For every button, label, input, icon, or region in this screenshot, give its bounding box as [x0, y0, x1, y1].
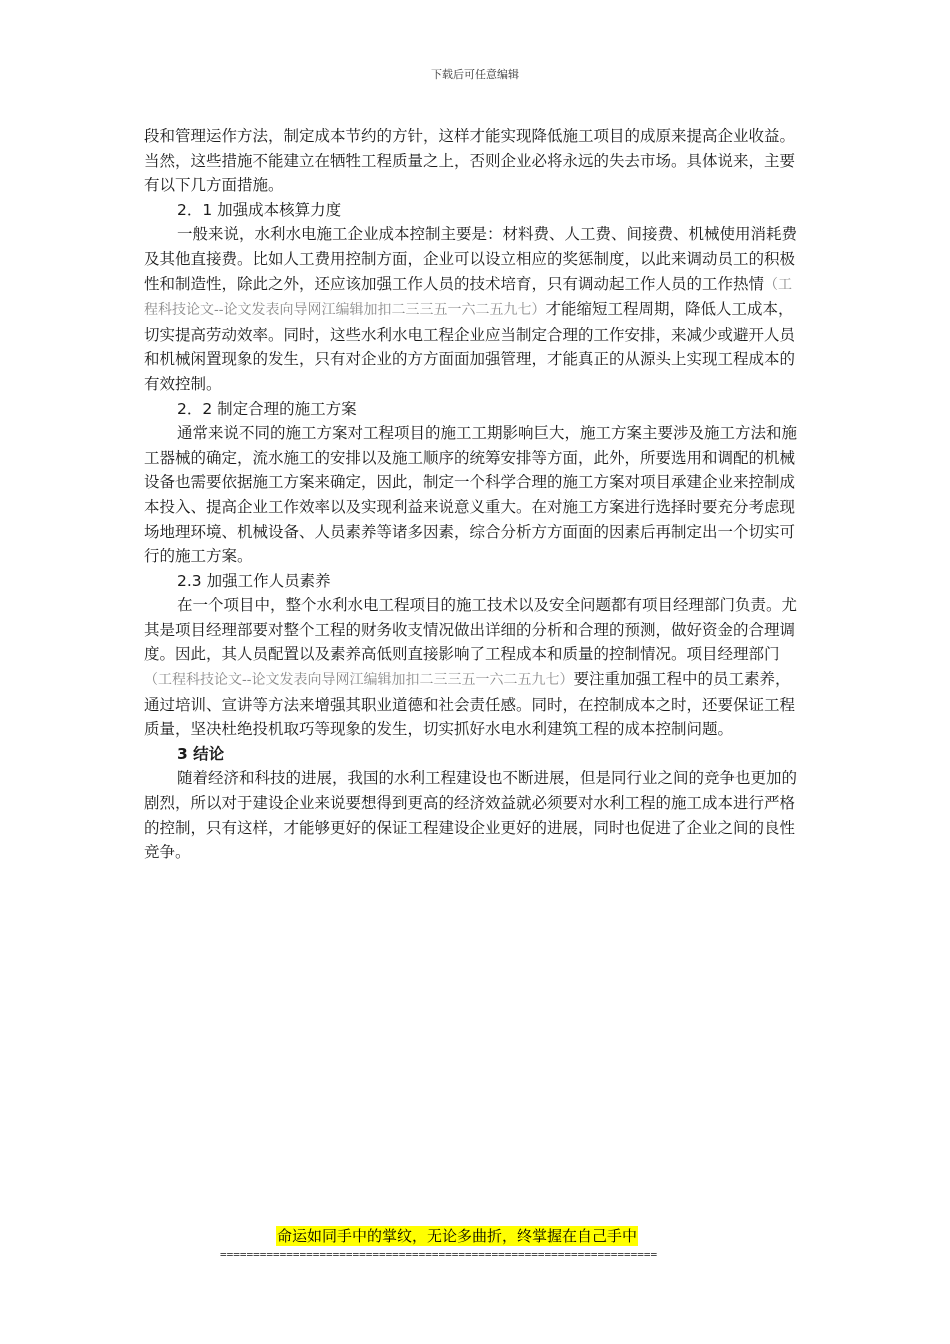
document-body — [144, 124, 800, 865]
footer-rule: ================================================================== — [220, 1248, 658, 1261]
footer-motto: 命运如同手中的掌纹，无论多曲折，终掌握在自己手中 — [277, 1227, 638, 1245]
paragraph-2-2: 通常来说不同的施工方案对工程项目的施工工期影响巨大，施工方案主要涉及施工方法和施工器械的确定，流水施工的安排以及施工顺序的统筹安排等方面，此外，所要选用和调配的机械设备也需要依据施工方案来确定，因此，制定一个科学合理的施工方案对项目承建企业来控制成本投入、提高企业工作效率以及实现利益来说意义重大。在对施工方案进行选择时要充分考虑现场地理环境、机械设备、人员素养等诸多因素，综合分析方方面面的因素后再制定出一个切实可行的施工方案。 — [144, 424, 798, 566]
paragraph-2-1-text-a: 一般来说，水利水电施工企业成本控制主要是：材料费、人工费、间接费、机械使用消耗费及其他直接费。比如人工费用控制方面，企业可以设立相应的奖惩制度，以此来调动员工的积极性和制造性，除此之外，还应该加强工作人员的技术培育，只有调动起工作人员的工作热情 — [144, 225, 798, 293]
paragraph-2-3-note: （工程科技论文--论文发表向导网江编辑加扣二三三五一六二五九七） — [144, 672, 574, 689]
paragraph-3: 随着经济和科技的进展，我国的水利工程建设也不断进展，但是同行业之间的竞争也更加的剧烈，所以对于建设企业来说要想得到更高的经济效益就必须要对水利工程的施工成本进行严格的控制，只有这样，才能够更好的保证工程建设企业更好的进展，同时也促进了企业之间的良性竞争。 — [144, 769, 798, 862]
paragraph-2-3-text-a: 在一个项目中，整个水利水电工程项目的施工技术以及安全问题都有项目经理部门负责。尤其是项目经理部要对整个工程的财务收支情况做出详细的分析和合理的预测，做好资金的合理调度。因此，其人员配置以及素养高低则直接影响了工程成本和质量的控制情况。项目经理部门 — [144, 596, 798, 664]
paragraph-2-1 — [144, 222, 800, 396]
heading-2-1: 2．1 加强成本核算力度 — [177, 200, 342, 219]
heading-3-conclusion: 3 结论 — [177, 744, 225, 763]
paragraph-2-1-text-b: 才能缩短工程周期，降低人工成本，切实提高劳动效率。同时，这些水利水电工程企业应当制定合理的工作安排，来减少或避开人员和机械闲置现象的发生，只有对企业的方方面面加强管理，才能真正的从源头上实现工程成本的有效控制。 — [144, 300, 796, 393]
paragraph-2-3-text-b: 要注重加强工程中的员工素养，通过培训、宣讲等方法来增强其职业道德和社会责任感。同时，在控制成本之时，还要保证工程质量，坚决杜绝投机取巧等现象的发生，切实抓好水电水利建筑工程的成本控制问题。 — [144, 670, 796, 739]
paragraph-2-3 — [144, 593, 800, 742]
paragraph-intro: 段和管理运作方法，制定成本节约的方针，这样才能实现降低施工项目的成原来提高企业收益。当然，这些措施不能建立在牺牲工程质量之上，否则企业必将永远的失去市场。具体说来，主要有以下几方面措施。 — [144, 127, 796, 195]
heading-2-2: 2．2 制定合理的施工方案 — [177, 399, 357, 418]
page-header: 下载后可任意编辑 — [431, 68, 519, 81]
paragraph-2-1-note: （工程科技论文--论文发表向导网江编辑加扣二三三五一六二五九七） — [144, 276, 793, 319]
heading-2-3: 2.3 加强工作人员素养 — [177, 571, 331, 590]
